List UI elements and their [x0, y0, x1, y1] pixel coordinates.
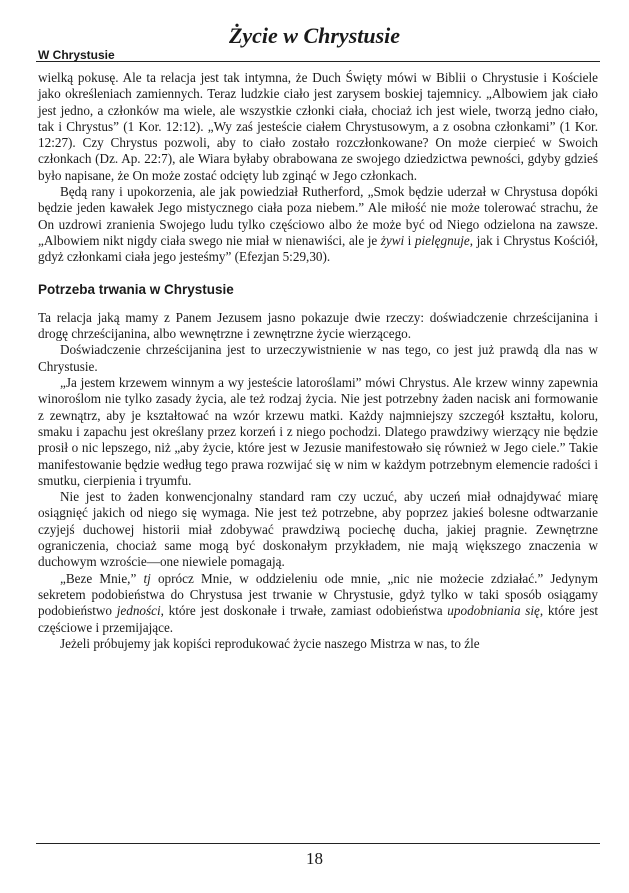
- page-number: 18: [306, 849, 323, 868]
- running-head: W Chrystusie: [38, 48, 115, 62]
- paragraph-7-text-c: , które jest doskonałe i trwałe, zamiast odobieństwa: [160, 603, 443, 619]
- paragraph-2-text-b: , jak i Chrystus Kościół, gdyż członkami ciała jego jesteśmy” (Efezjan 5:29,30).: [38, 232, 599, 265]
- emphasis-zywi: żywi: [380, 232, 405, 248]
- paragraph-7-text-d: , które jest częściowe i przemijające.: [38, 603, 599, 635]
- emphasis-upodobniania: upodobniania się: [447, 603, 540, 619]
- paragraph-6: Nie jest to żaden konwencjonalny standard ram czy uczuć, aby uczeń miał odnajdywać miarę osiągnięć jakich od niego się wymaga. Nie jest też potrzebne, aby poprzez jakieś bolesne odtwarzanie czyjejś duchowej historii miał zdobywać prawdziwą pociechę ducha, jakiej pragnie. Zewnętrzne ograniczenia, chociaż same mogą być doskonałym przykładem, nie mają większego znaczenia w duchowym wzroście—one niewiele pomagają.: [38, 489, 598, 570]
- emphasis-tj: tj: [143, 570, 151, 586]
- paragraph-1: wielką pokusę. Ale ta relacja jest tak intymna, że Duch Święty mówi w Biblii o Chrystusie i Kościele jako określeniach zamiennych. Teraz ludzkie ciało jest zarysem boskiej tajemnicy. „Albowiem jak ciało jest jedno, a członków ma wiele, ale wszystkie członki ciała, chociaż ich jest wiele, tworzą jedno ciało, tak i Chrystus” (1 Kor. 12:12). „Wy zaś jesteście ciałem Chrystusowym, a z osobna członkami” (1 Kor. 12:27). Czy Chrystus pozwoli, aby to ciało zostało rozczłonkowane? On może cierpieć w Swoich członkach (Dz. Ap. 22:7), ale Wiara byłaby obrabowana ze swojego dziedzictwa pewności, gdyby gdzieś było napisane, że On może zostać odcięty lub zginąć w Jego członkach.: [38, 70, 598, 183]
- paragraph-3: Ta relacja jaką mamy z Panem Jezusem jasno pokazuje dwie rzeczy: doświadczenie chrześcijanina i drogę chrześcijanina, albo wewnętrzne i zewnętrzne życie wierzącego.: [38, 309, 598, 342]
- paragraph-7-text-b: oprócz Mnie, w oddzieleniu ode mnie, „nic nie możecie zdziałać.” Jedynym sekretem podobieństwa do Chrystusa jest trwanie w Chrystusie, gdyż tylko w taki sposób osiągamy podobieństwo: [38, 570, 599, 619]
- body-text: [38, 70, 598, 652]
- section-heading: Potrzeba trwania w Chrystusie: [38, 281, 234, 297]
- footer-rule: [36, 843, 600, 844]
- emphasis-jednosci: jedności: [116, 603, 161, 619]
- paragraph-8: Jeżeli próbujemy jak kopiści reprodukować życie naszego Mistrza w nas, to źle: [60, 635, 480, 651]
- emphasis-pielegnuje: pielęgnuje: [414, 232, 470, 248]
- page-title: Życie w Chrystusie: [228, 23, 401, 48]
- paragraph-7-text-a: „Beze Mnie,”: [60, 570, 137, 586]
- paragraph-2-conjunction: i: [407, 232, 412, 248]
- paragraph-7: [38, 571, 598, 636]
- paragraph-5: „Ja jestem krzewem winnym a wy jesteście latoroślami” mówi Chrystus. Ale krzew winny zapewnia winoroślom nie tylko zasady życia, ale też rodzaj życia. Nie jest potrzebny żaden nacisk ani formowanie z zewnątrz, aby je kształtować na wzór krzewu matki. Każdy najmniejszy szczegół kształtu, koloru, smaku i zapachu jest określany przez korzeń i z niego pochodzi. Dlatego prawdziwy wierzący nie będzie prosił o nic lepszego, niż „aby życie, które jest w Jezusie manifestowało się również w Jego ciele.” Takie manifestowanie będzie według tego prawa rozwijać się w nim w każdym potrzebnym elemencie radości i smutku, cierpienia i tryumfu.: [38, 375, 598, 488]
- paragraph-2: [38, 184, 598, 265]
- header-rule: [36, 61, 600, 62]
- paragraph-4: Doświadczenie chrześcijanina jest to urzeczywistnienie w nas tego, co jest już prawdą dla nas w Chrystusie.: [38, 342, 598, 374]
- paragraph-2-text-a: Będą rany i upokorzenia, ale jak powiedział Rutherford, „Smok będzie uderzał w Chrystusa dopóki będzie jeden kawałek Jego mistycznego ciała poza niebem.” Ale miłość nie może tolerować strachu, że On uzdrowi zranienia Swojego ludu tylko częściowo albo że może być od Niego odzielona na zawsze. „Albowiem nikt nigdy ciała swego nie miał w nienawiści, ale je: [38, 184, 598, 248]
